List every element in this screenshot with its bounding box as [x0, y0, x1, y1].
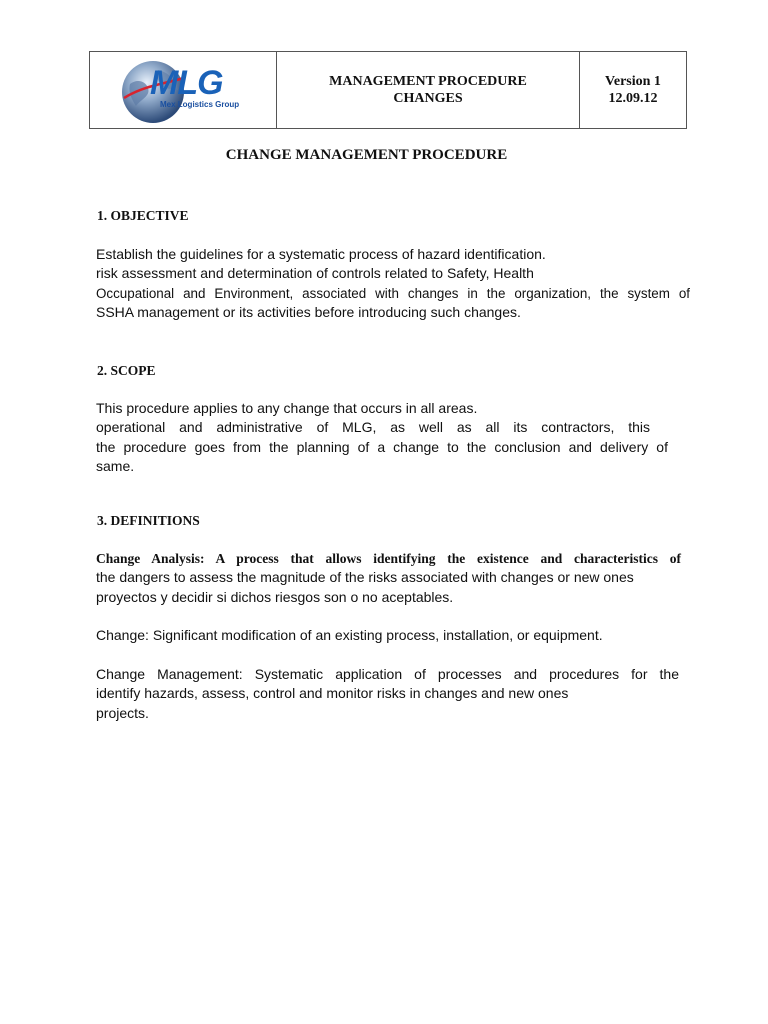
- scope-line: the procedure goes from the planning of a change to the conclusion and delivery of: [96, 438, 668, 455]
- objective-line: SSHA management or its activities before introducing such changes.: [96, 304, 521, 321]
- change-management-definition: [96, 665, 679, 723]
- change-analysis-definition: [96, 549, 681, 607]
- objective-line: Occupational and Environment, associated with changes in the organization, the system of: [96, 285, 690, 301]
- change-management-line: identify hazards, assess, control and monitor risks in changes and new ones: [96, 685, 569, 702]
- procedure-title-cell: [277, 52, 580, 128]
- definitions-heading: 3. DEFINITIONS: [97, 513, 200, 528]
- scope-line: This procedure applies to any change that occurs in all areas.: [96, 400, 478, 416]
- scope-heading: 2. SCOPE: [97, 363, 156, 378]
- logo-cell: [90, 52, 277, 128]
- version-label: Version 1: [605, 74, 661, 89]
- scope-paragraph: [96, 399, 678, 477]
- header-table: [89, 51, 687, 129]
- change-analysis-line: Change Analysis: A process that allows identifying the existence and characteristics of: [96, 551, 681, 566]
- change-analysis-line: the dangers to assess the magnitude of the risks associated with changes or new ones: [96, 569, 634, 586]
- logo-subtitle: Mex Logistics Group: [160, 100, 240, 109]
- objective-paragraph: [96, 245, 690, 323]
- change-definition-text: Change: Significant modification of an existing process, installation, or equipment.: [96, 627, 603, 643]
- scope-line: operational and administrative of MLG, as well as all its contractors, this: [96, 419, 650, 436]
- version-cell: [580, 52, 686, 128]
- scope-line: same.: [96, 458, 135, 475]
- version-date: 12.09.12: [608, 91, 658, 106]
- logo-text: MLG: [150, 64, 223, 102]
- objective-line: Establish the guidelines for a systematic process of hazard identification.: [96, 246, 546, 262]
- change-analysis-line: proyectos y decidir si dichos riesgos son o no aceptables.: [96, 588, 454, 605]
- change-management-line: Change Management: Systematic application of processes and procedures for the: [96, 666, 679, 682]
- procedure-title-line1: MANAGEMENT PROCEDURE: [329, 74, 527, 89]
- objective-line: risk assessment and determination of controls related to Safety, Health: [96, 265, 534, 282]
- change-management-line: projects.: [96, 704, 149, 721]
- objective-heading: 1. OBJECTIVE: [97, 208, 189, 223]
- procedure-title-line2: CHANGES: [393, 91, 463, 106]
- document-title: CHANGE MANAGEMENT PROCEDURE: [225, 147, 508, 163]
- change-definition: [96, 626, 690, 645]
